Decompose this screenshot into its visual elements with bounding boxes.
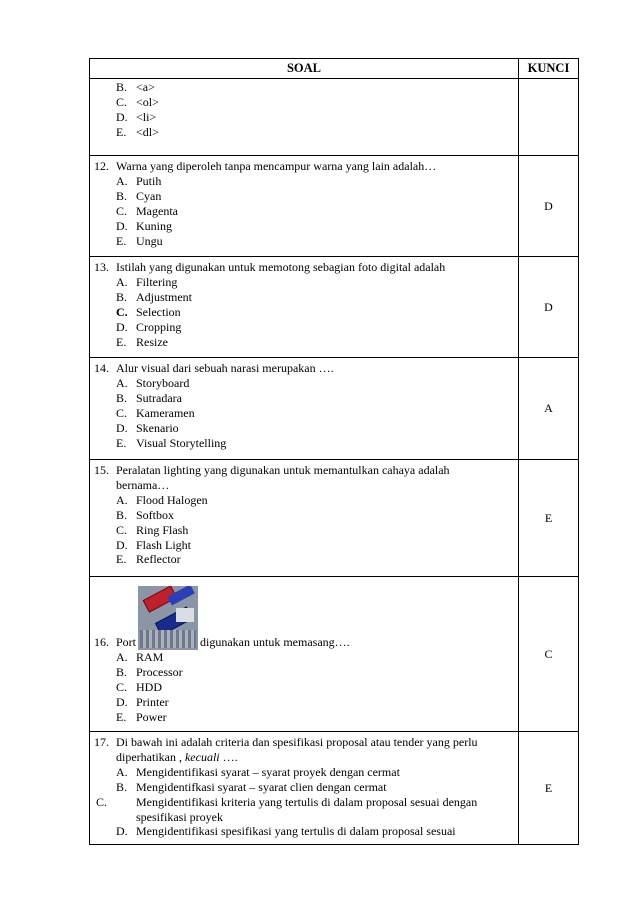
question-stem: 12. Warna yang diperoleh tanpa mencampur warna yang lain adalah… (94, 159, 437, 173)
option: D. Mengidentifikasi spesifikasi yang tertulis di dalam proposal sesuai (116, 824, 456, 839)
option: E. Ungu (116, 233, 163, 248)
answer-key: E (519, 732, 579, 845)
option: C. Ring Flash (116, 522, 189, 537)
header-soal: SOAL (90, 59, 519, 79)
question-stem: 16. Port digunakan untuk memasang…. (94, 586, 514, 650)
option: B. Mengidentifkasi syarat – syarat clien dengan cermat (116, 779, 387, 794)
answer-key (519, 79, 579, 156)
option: D. Kuning (116, 218, 172, 233)
option: C. Mengidentifikasi kriteria yang tertulis di dalam proposal sesuai dengan spesifikasi proyek (96, 794, 478, 824)
answer-key: A (519, 358, 579, 460)
answer-key-table (89, 58, 579, 845)
question-cell (90, 156, 519, 257)
option: C. Kameramen (116, 405, 195, 420)
answer-key: D (519, 257, 579, 358)
option: A. Filtering (116, 274, 178, 289)
option: E. Reflector (116, 552, 181, 567)
option: B. Sutradara (116, 390, 182, 405)
question-stem: 15. Peralatan lighting yang digunakan untuk memantulkan cahaya adalah (94, 463, 450, 477)
answer-key: C (519, 577, 579, 732)
header-row (90, 59, 579, 79)
question-row (90, 156, 579, 257)
option: D. Printer (116, 694, 169, 709)
option: D. Skenario (116, 420, 179, 435)
option: A. Storyboard (116, 375, 190, 390)
option: B. Processor (116, 664, 183, 679)
question-row (90, 358, 579, 460)
question-cell (90, 257, 519, 358)
option: C. HDD (116, 679, 162, 694)
option: B. <a> (116, 80, 155, 94)
option: D. Flash Light (116, 537, 192, 552)
question-stem: 14. Alur visual dari sebuah narasi merupakan …. (94, 361, 334, 375)
option: B. Softbox (116, 507, 175, 522)
question-stem: 13. Istilah yang digunakan untuk memotong sebagian foto digital adalah (94, 260, 446, 274)
option: C. Selection (116, 304, 181, 319)
option: C. <ol> (116, 94, 159, 109)
answer-key: E (519, 460, 579, 577)
option: A. RAM (116, 650, 164, 664)
question-row (90, 460, 579, 577)
sata-port-image (138, 586, 198, 650)
option: E. Visual Storytelling (116, 435, 227, 450)
question-row (90, 257, 579, 358)
option: A. Putih (116, 173, 162, 188)
question-cell (90, 358, 519, 460)
option: A. Mengidentifikasi syarat – syarat proyek dengan cermat (116, 764, 400, 779)
question-row (90, 79, 579, 156)
question-stem-continuation: bernama… (116, 477, 170, 492)
question-stem-continuation: diperhatikan , kecuali …. (116, 749, 238, 764)
option: D. <li> (116, 109, 157, 124)
option: A. Flood Halogen (116, 492, 208, 507)
question-stem: 17. Di bawah ini adalah criteria dan spesifikasi proposal atau tender yang perlu (94, 735, 478, 749)
option: B. Adjustment (116, 289, 192, 304)
answer-key-sheet (89, 58, 578, 845)
question-cell (90, 577, 519, 732)
option: D. Cropping (116, 319, 182, 334)
question-cell (90, 79, 519, 156)
option: E. Resize (116, 334, 168, 349)
option: E. <dl> (116, 124, 159, 139)
option: E. Power (116, 709, 167, 724)
answer-key: D (519, 156, 579, 257)
option: B. Cyan (116, 188, 162, 203)
question-row (90, 732, 579, 845)
option: C. Magenta (116, 203, 178, 218)
question-cell (90, 460, 519, 577)
header-kunci: KUNCI (519, 59, 579, 79)
question-cell (90, 732, 519, 845)
question-row (90, 577, 579, 732)
